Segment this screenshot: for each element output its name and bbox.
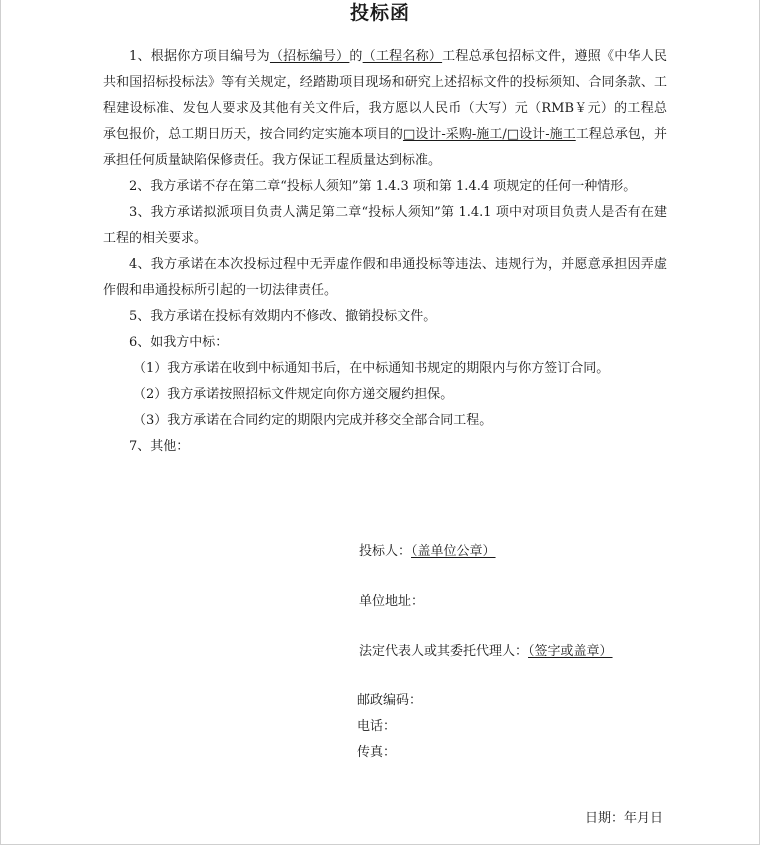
paragraph-1-text-b: 的 bbox=[349, 49, 363, 64]
address-line bbox=[359, 593, 424, 611]
paragraph-2: 2、我方承诺不存在第二章“投标人须知”第 1.4.3 项和第 1.4.4 项规定的任何一种情形。 bbox=[129, 179, 637, 194]
paragraph-1-text-c: 工程总承包招标文件，遵照《中华人民共和国招标投标法》等有关规定，经踏勘项目现场和研究上述招标文件的投标须知、合同条款、工程建设标准、发包人要求及其他有关文件后，我方愿以人民币（大写）元（RMB￥元）的工程总承包报价，总工期日历天，按合同约定实施本项目的 bbox=[103, 49, 667, 142]
paragraph-6-item-1: （1）我方承诺在收到中标通知书后，在中标通知书规定的期限内与你方签订合同。 bbox=[133, 361, 610, 376]
paragraph-7: 7、其他： bbox=[129, 439, 190, 454]
fax-label: 传真： bbox=[357, 745, 397, 760]
address-label: 单位地址： bbox=[359, 594, 425, 609]
date-line: 日期：年月日 bbox=[584, 811, 663, 826]
representative-label: 法定代表人或其委托代理人： bbox=[359, 644, 529, 659]
bidder-label: 投标人： bbox=[359, 544, 412, 559]
representative-sign-placeholder: （签字或盖章） bbox=[528, 644, 613, 659]
paragraph-1-text-a: 1、根据你方项目编号为 bbox=[129, 49, 270, 64]
project-name-placeholder: （工程名称） bbox=[362, 49, 443, 64]
document-body bbox=[103, 44, 667, 460]
postal-code-line bbox=[357, 692, 422, 710]
bidder-seal-placeholder: （盖单位公章） bbox=[411, 544, 496, 559]
paragraph-5: 5、我方承诺在投标有效期内不修改、撤销投标文件。 bbox=[129, 309, 437, 324]
paragraph-6: 6、如我方中标： bbox=[129, 335, 229, 350]
phone-line bbox=[357, 718, 396, 736]
representative-line bbox=[359, 643, 613, 661]
paragraph-6-item-3: （3）我方承诺在合同约定的期限内完成并移交全部合同工程。 bbox=[133, 413, 493, 428]
contract-type-options: □设计-采购-施工/□设计-施工 bbox=[402, 127, 576, 142]
paragraph-1-text-d: 工程总承包，并承担任何质量缺陷保修责任。我方保证工程质量达到标准。 bbox=[103, 127, 667, 168]
document-title: 投标函 bbox=[349, 2, 410, 24]
paragraph-3: 3、我方承诺拟派项目负责人满足第二章“投标人须知”第 1.4.1 项中对项目负责人是否有在建工程的相关要求。 bbox=[103, 205, 667, 246]
paragraph-6-item-2: （2）我方承诺按照招标文件规定向你方递交履约担保。 bbox=[133, 387, 454, 402]
fax-line bbox=[357, 744, 396, 762]
paragraph-1 bbox=[103, 44, 667, 174]
bidder-line bbox=[359, 543, 496, 561]
paragraph-4: 4、我方承诺在本次投标过程中无弄虚作假和串通投标等违法、违规行为，并愿意承担因弄虚作假和串通投标所引起的一切法律责任。 bbox=[103, 257, 667, 298]
phone-label: 电话： bbox=[357, 719, 397, 734]
postal-code-label: 邮政编码： bbox=[357, 693, 423, 708]
bid-number-placeholder: （招标编号） bbox=[269, 49, 350, 64]
